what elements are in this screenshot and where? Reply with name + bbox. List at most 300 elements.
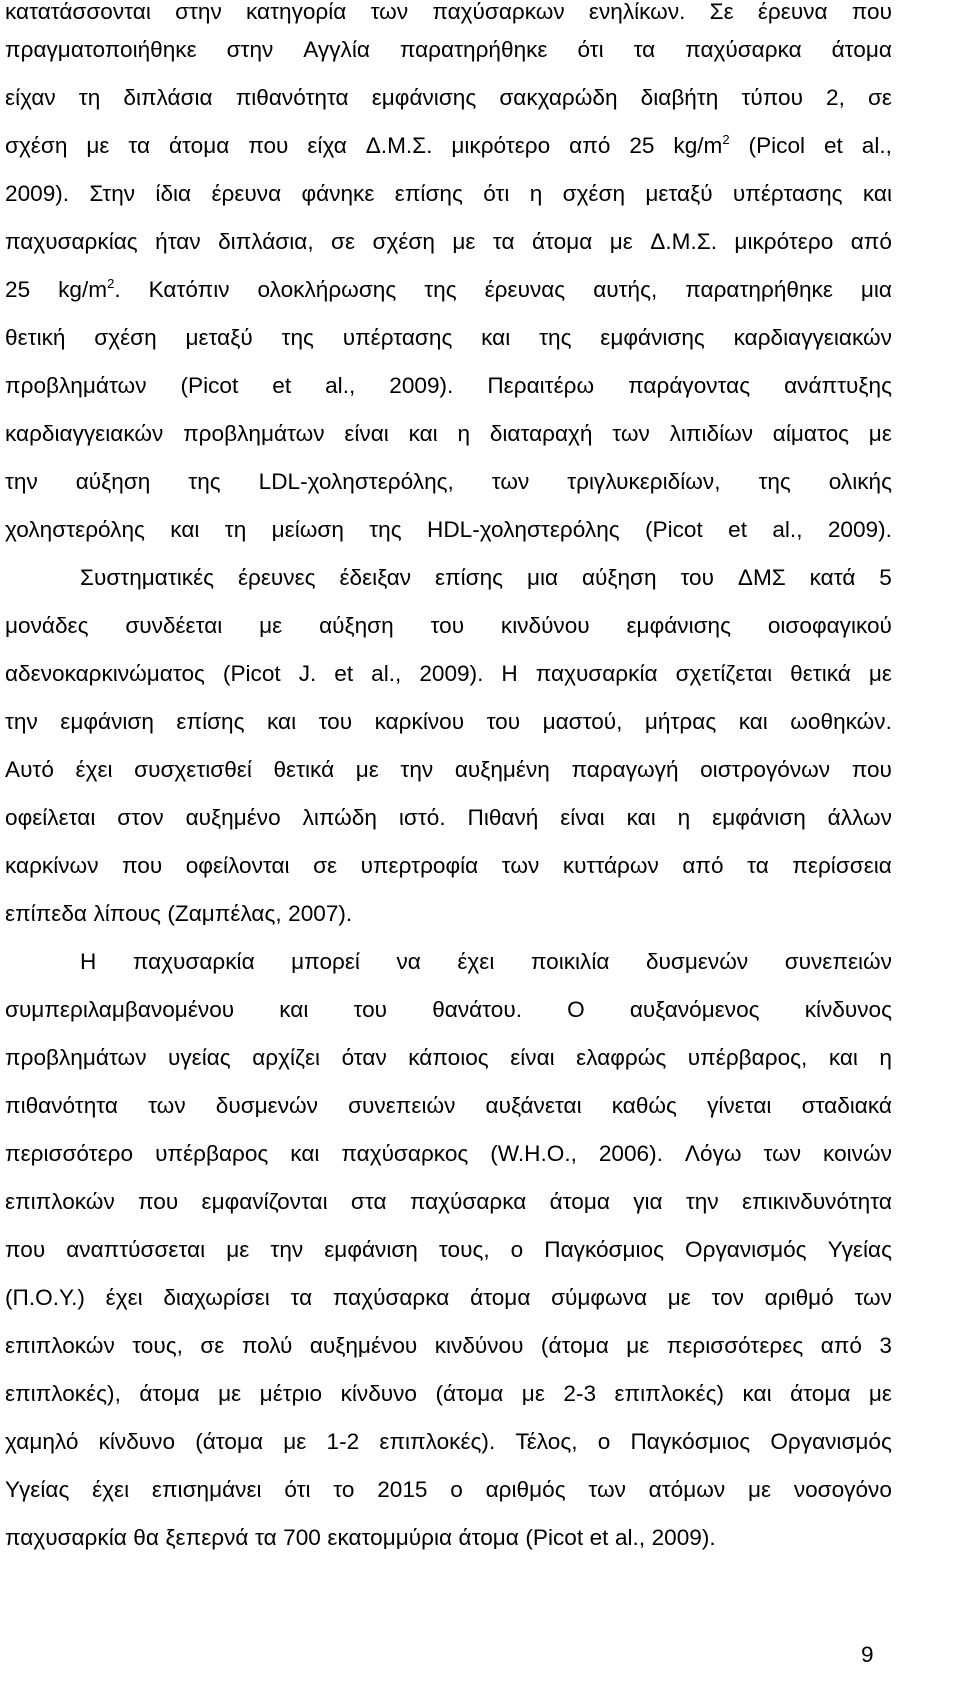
word: πιθανότητα — [5, 1093, 118, 1118]
word: σχέση — [562, 181, 626, 206]
word: την — [400, 757, 434, 782]
word: συνεπειών — [784, 949, 892, 974]
word: άλλων — [827, 805, 892, 830]
word: τη — [78, 85, 101, 110]
word: έρευνα — [757, 0, 828, 24]
word: με — [667, 1285, 691, 1310]
word: (άτομα — [195, 1429, 264, 1454]
text-line — [5, 179, 892, 209]
word: κατηγορία — [246, 0, 347, 24]
word: περίσσεια — [792, 853, 892, 878]
word: άτομα — [831, 37, 892, 62]
word: επισημάνει — [151, 1477, 262, 1502]
word: 3 — [879, 1333, 892, 1358]
word: 25 — [629, 133, 655, 158]
text-line — [5, 83, 892, 113]
text-line — [5, 1139, 892, 1169]
word: υπέρβαρος — [155, 1141, 269, 1166]
word: να — [396, 949, 421, 974]
word: πιθανότητα — [235, 85, 349, 110]
word: (Picot — [222, 661, 281, 686]
word: με — [218, 1381, 242, 1406]
text-line — [5, 755, 892, 785]
word: ότι — [284, 1477, 311, 1502]
word: ξεπερνά — [165, 1525, 249, 1550]
word: γίνεται — [707, 1093, 772, 1118]
word: ανάπτυξης — [784, 373, 892, 398]
word: η — [529, 181, 543, 206]
word: τα — [492, 229, 515, 254]
word: η — [677, 805, 691, 830]
word: τα — [255, 1525, 277, 1550]
word: από — [682, 853, 724, 878]
word: τον — [711, 1285, 744, 1310]
word: Η — [80, 949, 97, 974]
word: παχύσαρκος — [341, 1141, 469, 1166]
text-line — [5, 1283, 892, 1313]
word: της — [424, 277, 457, 302]
word: παρατηρήθηκε — [399, 37, 548, 62]
word: και — [279, 997, 309, 1022]
word: et — [272, 373, 292, 398]
word: παχύσαρκα — [332, 1285, 450, 1310]
text-line — [5, 227, 892, 257]
text-line — [5, 803, 892, 833]
word: καρκίνων — [5, 853, 99, 878]
word: την — [5, 709, 38, 734]
word: αυξημένη — [454, 757, 550, 782]
word: ότι — [483, 181, 510, 206]
word: έρευνας — [484, 277, 566, 302]
word: αυξημένο — [185, 805, 281, 830]
word: μια — [526, 565, 559, 590]
word: που — [248, 133, 289, 158]
word: πολύ — [241, 1333, 293, 1358]
text-line — [5, 1187, 892, 1217]
word: περισσότερο — [5, 1141, 134, 1166]
word: στα — [350, 1189, 387, 1214]
text-line — [5, 707, 892, 737]
text-line — [5, 323, 892, 353]
word: με — [747, 1477, 772, 1502]
word: Παγκόσμιος — [630, 1429, 751, 1454]
word: έχει — [457, 949, 495, 974]
word: al., — [861, 133, 892, 158]
word: του — [353, 997, 388, 1022]
word: συσχετισθεί — [134, 757, 252, 782]
word: θετικά — [790, 661, 851, 686]
word: κάποιος — [408, 1045, 489, 1070]
word: τα — [633, 37, 656, 62]
word: (Picot — [645, 517, 703, 542]
word: έχει — [92, 1477, 130, 1502]
word: 2, — [826, 85, 845, 110]
word: τους, — [132, 1333, 183, 1358]
word: αυτής, — [593, 277, 658, 302]
word: οφείλεται — [5, 805, 96, 830]
text-line — [5, 35, 892, 65]
word: κατά — [809, 565, 856, 590]
word: 25 — [5, 277, 31, 302]
word: κυττάρων — [562, 853, 659, 878]
text-line — [5, 0, 892, 27]
word: παχυσαρκία — [5, 1525, 127, 1550]
word: (άτομα — [540, 1333, 609, 1358]
word: επιπλοκές) — [614, 1381, 725, 1406]
word: et — [823, 133, 843, 158]
word: επιπλοκών — [5, 1333, 115, 1358]
word: αναπτύσσεται — [66, 1237, 206, 1262]
text-line — [5, 995, 892, 1025]
word: μονάδες — [5, 613, 89, 638]
word: μεταξύ — [185, 325, 253, 350]
word: αριθμό — [764, 1285, 834, 1310]
word: J. — [298, 661, 317, 686]
word: Συστηματικές — [80, 565, 215, 590]
word: (Picot — [525, 1525, 584, 1550]
text-line — [5, 467, 892, 497]
word: ενηλίκων. — [588, 0, 686, 24]
word: αδενοκαρκινώματος — [5, 661, 205, 686]
word: και — [170, 517, 200, 542]
word: επίπεδα — [5, 901, 87, 926]
word: (Picol — [748, 133, 806, 158]
word: επικινδυνότητα — [741, 1189, 892, 1214]
word: από — [569, 133, 611, 158]
text-line — [5, 1235, 892, 1265]
word: Τέλος, — [515, 1429, 578, 1454]
word: al., — [325, 373, 356, 398]
word: καρδιαγγειακών — [733, 325, 892, 350]
word: παχυσαρκίας — [5, 229, 138, 254]
word: σχέση — [372, 229, 435, 254]
text-line — [5, 1427, 892, 1457]
word: Δ.Μ.Σ. — [650, 229, 717, 254]
word: εμφανίζονται — [201, 1189, 328, 1214]
word: υπέρβαρος, — [687, 1045, 808, 1070]
word: ο — [450, 1477, 463, 1502]
word: με — [868, 661, 892, 686]
word: 2009). — [827, 517, 892, 542]
word: είναι — [560, 805, 605, 830]
word: Λόγω — [684, 1141, 742, 1166]
word: η — [457, 421, 471, 446]
word: επιπλοκών — [5, 1189, 115, 1214]
word: νοσογόνο — [793, 1477, 892, 1502]
word: αριθμός — [485, 1477, 566, 1502]
word: και — [862, 181, 892, 206]
word: Αυτό — [5, 757, 54, 782]
text-line — [5, 1331, 892, 1361]
word: με — [452, 229, 476, 254]
word: υγείας — [168, 1045, 231, 1070]
word: 1-2 — [326, 1429, 360, 1454]
word: Παγκόσμιος — [544, 1237, 664, 1262]
word: του — [318, 709, 353, 734]
word: μαστού, — [542, 709, 623, 734]
word: άτομα — [470, 1285, 531, 1310]
text-line — [5, 1475, 892, 1505]
text-line — [5, 851, 892, 881]
word: καρδιαγγειακών — [5, 421, 164, 446]
word: et — [334, 661, 354, 686]
word: 2009). — [419, 661, 484, 686]
word: εμφάνιση — [60, 709, 154, 734]
word: με — [86, 133, 110, 158]
word: με — [283, 1429, 307, 1454]
word: Περαιτέρω — [487, 373, 595, 398]
word: των — [501, 853, 540, 878]
word: 2007). — [288, 901, 353, 926]
word: (W.H.O., — [490, 1141, 577, 1166]
word: Οργανισμός — [770, 1429, 892, 1454]
word: al., — [614, 1525, 646, 1550]
word: αυξανόμενος — [629, 997, 760, 1022]
word: επίσης — [176, 709, 245, 734]
word: τους, — [438, 1237, 490, 1262]
word: επιπλοκές). — [379, 1429, 496, 1454]
word: (άτομα — [435, 1381, 504, 1406]
word: κοινών — [823, 1141, 892, 1166]
word: μεταξύ — [645, 181, 713, 206]
word: Υγείας — [827, 1237, 892, 1262]
word: της — [539, 325, 572, 350]
word: Πιθανή — [467, 805, 539, 830]
text-line — [80, 563, 892, 593]
word: κίνδυνο — [98, 1429, 176, 1454]
word: Υγείας — [5, 1477, 70, 1502]
word: του — [486, 709, 521, 734]
word: Στην — [89, 181, 136, 206]
word: του — [680, 565, 714, 590]
word: Η — [501, 661, 518, 686]
word: και — [742, 1381, 772, 1406]
word: διπλάσια — [123, 85, 213, 110]
word: με — [609, 229, 633, 254]
word: μήτρας — [644, 709, 717, 734]
word: Σε — [709, 0, 734, 24]
word: δυσμενών — [215, 1093, 318, 1118]
word: οφείλονται — [185, 853, 290, 878]
word: σύμφωνα — [551, 1285, 648, 1310]
word: εμφάνισης — [371, 85, 477, 110]
word: διαταραχή — [489, 421, 593, 446]
word: κατατάσσονται — [5, 0, 151, 24]
text-line — [5, 1379, 892, 1409]
text-line — [5, 1043, 892, 1073]
word: θετική — [5, 325, 66, 350]
word: εμφάνισης — [600, 325, 705, 350]
word: σακχαρώδη — [499, 85, 618, 110]
word: μικρότερο — [734, 229, 834, 254]
word: 2-3 — [563, 1381, 597, 1406]
word: παρατηρήθηκε — [685, 277, 833, 302]
word: αρχίζει — [252, 1045, 321, 1070]
word: χαμηλό — [5, 1429, 79, 1454]
word: έρευνα — [211, 181, 282, 206]
word: των — [148, 1093, 186, 1118]
word: που — [138, 1189, 179, 1214]
word: άτομα — [458, 1525, 519, 1550]
word: τύπου — [741, 85, 803, 110]
word: προβλημάτων — [5, 373, 147, 398]
word: παχυσαρκία — [535, 661, 658, 686]
word: περισσότερες — [666, 1333, 804, 1358]
word: υπέρτασης — [342, 325, 453, 350]
text-line — [5, 131, 892, 161]
word: που — [122, 853, 163, 878]
word: στην — [175, 0, 222, 24]
word: το — [333, 1477, 355, 1502]
word: οιστρογόνων — [700, 757, 831, 782]
word: παραγωγή — [571, 757, 679, 782]
word: λιπώδη — [302, 805, 377, 830]
word: τα — [128, 133, 151, 158]
word: ατόμων — [648, 1477, 726, 1502]
word: και — [408, 421, 438, 446]
word: κινδύνου — [434, 1333, 524, 1358]
word: ποικιλία — [530, 949, 610, 974]
word: (Π.Ο.Υ.) — [5, 1285, 85, 1310]
word: οισοφαγικού — [767, 613, 892, 638]
word: σε — [313, 853, 338, 878]
text-line — [5, 611, 892, 641]
word: της — [369, 517, 402, 542]
word: μικρότερο — [451, 133, 551, 158]
word: LDL-χοληστερόλης, — [258, 469, 454, 494]
word: και — [828, 1045, 858, 1070]
word: παχύσαρκα — [685, 37, 802, 62]
word: και — [738, 709, 768, 734]
word: et — [589, 1525, 609, 1550]
word: 5 — [879, 565, 892, 590]
word: διπλάσια, — [218, 229, 314, 254]
word: σχέση — [5, 133, 68, 158]
word: φάνηκε — [301, 181, 375, 206]
word: όταν — [341, 1045, 387, 1070]
word: σε — [331, 229, 356, 254]
word: μια — [860, 277, 892, 302]
word: μείωση — [271, 517, 344, 542]
word: εμφάνιση — [712, 805, 806, 830]
word: μπορεί — [291, 949, 360, 974]
word: ολικής — [828, 469, 892, 494]
word: τη — [224, 517, 247, 542]
word: είχαν — [5, 85, 56, 110]
word: θανάτου. — [432, 997, 522, 1022]
word: αυξημένου — [309, 1333, 418, 1358]
word: από — [820, 1333, 862, 1358]
word: στην — [226, 37, 274, 62]
word: λίπους — [93, 901, 161, 926]
word: προβλημάτων — [5, 1045, 147, 1070]
word: 2006). — [598, 1141, 663, 1166]
word: δυσμενών — [645, 949, 749, 974]
word: συμπεριλαμβανομένου — [5, 997, 235, 1022]
word: Ο — [567, 997, 585, 1022]
word: θετικά — [273, 757, 335, 782]
word: σε — [200, 1333, 225, 1358]
word: τριγλυκεριδίων, — [567, 469, 721, 494]
word: καθώς — [611, 1093, 677, 1118]
word: ιστό. — [398, 805, 446, 830]
word: παχύσαρκων — [432, 0, 565, 24]
word: άτομα — [790, 1381, 851, 1406]
word: έδειξαν — [339, 565, 412, 590]
word: υπερτροφία — [360, 853, 479, 878]
word: και — [481, 325, 511, 350]
word: των — [763, 1141, 802, 1166]
word: HDL-χοληστερόλης — [427, 517, 620, 542]
word: εμφάνισης — [626, 613, 732, 638]
word: διαβήτη — [640, 85, 719, 110]
word: άτομα — [531, 229, 593, 254]
word: Κατόπιν — [148, 277, 230, 302]
word: έρευνες — [237, 565, 316, 590]
word: ολοκλήρωσης — [257, 277, 397, 302]
word: al., — [772, 517, 803, 542]
word: αύξηση — [319, 613, 394, 638]
word: χοληστερόλης — [5, 517, 145, 542]
word: σταδιακά — [801, 1093, 892, 1118]
word: και — [626, 805, 656, 830]
word: με — [355, 757, 379, 782]
word: παχυσαρκία — [132, 949, 255, 974]
word: επίσης — [434, 565, 504, 590]
word: με — [868, 1381, 892, 1406]
word: άτομα — [549, 1189, 610, 1214]
word: προβλημάτων — [183, 421, 325, 446]
word: τα — [747, 853, 769, 878]
text-line — [5, 371, 892, 401]
superscript: 2 — [722, 132, 730, 147]
word: al., — [371, 661, 402, 686]
word: σε — [867, 85, 892, 110]
word: ο — [510, 1237, 524, 1262]
word: αύξηση — [75, 469, 151, 494]
word: σχετίζεται — [675, 661, 773, 686]
word: 700 — [283, 1525, 321, 1550]
word: μέτριο — [259, 1381, 323, 1406]
word: διαχωρίσει — [163, 1285, 270, 1310]
word: ΔΜΣ — [737, 565, 786, 590]
word: άτομα — [168, 133, 230, 158]
word: η — [879, 1045, 892, 1070]
word: αύξηση — [581, 565, 657, 590]
word: έχει — [75, 757, 113, 782]
word: (Picot — [180, 373, 239, 398]
word: με — [226, 1237, 250, 1262]
word: τα — [290, 1285, 313, 1310]
word: του — [430, 613, 465, 638]
word: καρκίνου — [374, 709, 465, 734]
word: άτομα — [139, 1381, 200, 1406]
word: 2015 — [377, 1477, 428, 1502]
word: παχύσαρκα — [409, 1189, 527, 1214]
word: των — [612, 421, 650, 446]
word: της — [758, 469, 791, 494]
word: έχει — [105, 1285, 143, 1310]
word: παράγοντας — [628, 373, 751, 398]
word: ήταν — [155, 229, 201, 254]
word: συνδέεται — [125, 613, 223, 638]
word: που — [5, 1237, 46, 1262]
word: με — [868, 421, 892, 446]
text-line — [80, 947, 892, 977]
word: κινδύνου — [500, 613, 590, 638]
word: είναι — [344, 421, 389, 446]
text-line — [5, 515, 892, 545]
